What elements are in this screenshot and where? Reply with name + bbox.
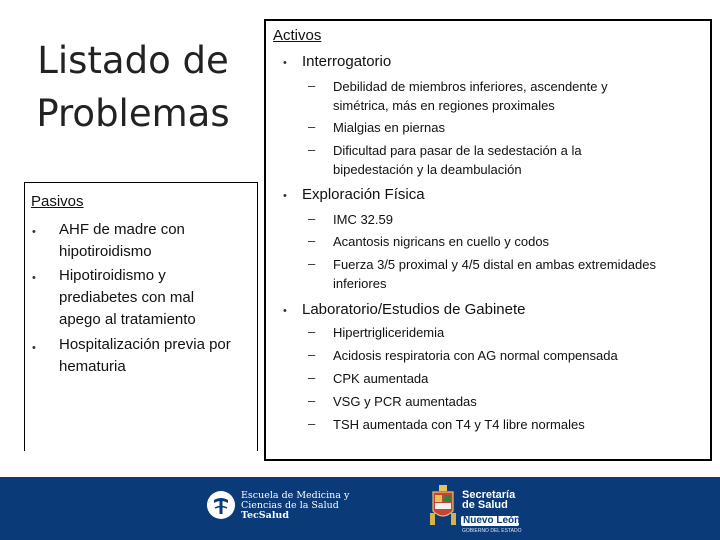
laboratorio-item-5: TSH aumentada con T4 y T4 libre normales <box>333 417 585 432</box>
dash-icon: – <box>308 370 316 385</box>
exploracion-item-2-line-1: Acantosis nigricans en cuello y codos <box>333 234 550 249</box>
dash-icon: – <box>308 347 316 362</box>
pasivos-item-1-line-2: hipotiroidismo <box>59 243 152 260</box>
bullet-icon: • <box>283 305 287 317</box>
bullet-icon: • <box>283 57 287 69</box>
pasivos-item-2-line-1: Hipotiroidismo y <box>59 267 166 284</box>
interrogatorio-item-1-line-2: simétrica, más en regiones proximales <box>333 98 555 113</box>
pasivos-heading: Pasivos <box>31 193 84 210</box>
bullet-icon: • <box>32 272 36 284</box>
exploracion-item-3-line-1: Fuerza 3/5 proximal y 4/5 distal en ambas extremidades <box>333 257 656 272</box>
activos-heading: Activos <box>273 27 322 44</box>
interrogatorio-item-1-line-1: Debilidad de miembros inferiores, ascendente y <box>333 79 608 94</box>
bullet-icon: • <box>32 342 36 354</box>
dash-icon: – <box>308 78 316 93</box>
pasivos-item-2-line-2: prediabetes con mal <box>59 289 195 306</box>
nuevo-leon-wordmark: Nuevo León <box>463 515 521 526</box>
interrogatorio-item-1 <box>333 77 720 115</box>
interrogatorio-item-2 <box>333 118 720 137</box>
dash-icon: – <box>308 119 316 134</box>
dash-icon: – <box>308 393 316 408</box>
interrogatorio-item-2-line-1: Mialgias en piernas <box>333 120 446 135</box>
tecsalud-line-3: TecSalud <box>241 510 289 521</box>
interrogatorio-item-3 <box>333 141 720 179</box>
pasivos-item-3 <box>59 334 231 378</box>
laboratorio-item-2: Acidosis respiratoria con AG normal compensada <box>333 348 618 363</box>
section-exploracion-fisica: Exploración Física <box>302 186 425 203</box>
pasivos-item-1-line-1: AHF de madre con <box>59 221 185 238</box>
interrogatorio-item-3-line-2: bipedestación y la deambulación <box>333 162 522 177</box>
laboratorio-item-1: Hipertrigliceridemia <box>333 325 445 340</box>
exploracion-item-3-line-2: inferiores <box>333 276 387 291</box>
bullet-icon: • <box>283 190 287 202</box>
page-title-line-1: Listado de <box>37 39 229 82</box>
dash-icon: – <box>308 233 316 248</box>
tecsalud-line-1: Escuela de Medicina y <box>241 490 350 501</box>
exploracion-item-2 <box>333 232 720 251</box>
pasivos-item-2-line-3: apego al tratamiento <box>59 311 196 328</box>
section-laboratorio: Laboratorio/Estudios de Gabinete <box>302 301 526 318</box>
footer-band <box>0 477 720 540</box>
bullet-icon: • <box>32 226 36 238</box>
dash-icon: – <box>308 256 316 271</box>
exploracion-item-3 <box>333 255 720 293</box>
secretaria-line-1: Secretaría <box>462 489 516 501</box>
pasivos-item-3-line-1: Hospitalización previa por <box>59 336 231 353</box>
section-interrogatorio: Interrogatorio <box>302 53 392 70</box>
tecsalud-logo-icon <box>206 490 236 520</box>
laboratorio-item-4: VSG y PCR aumentadas <box>333 394 477 409</box>
dash-icon: – <box>308 416 316 431</box>
secretaria-line-2: de Salud <box>462 499 508 511</box>
dash-icon: – <box>308 324 316 339</box>
nuevo-leon-seal-icon <box>430 485 456 527</box>
secretaria-de-salud-wordmark <box>462 490 515 510</box>
dash-icon: – <box>308 142 316 157</box>
page-title <box>22 34 244 140</box>
interrogatorio-item-3-line-1: Dificultad para pasar de la sedestación a la <box>333 143 582 158</box>
gobierno-del-estado-text: GOBIERNO DEL ESTADO <box>462 528 522 534</box>
exploracion-item-1-line-1: IMC 32.59 <box>333 212 393 227</box>
pasivos-item-3-line-2: hematuria <box>59 358 126 375</box>
tecsalud-wordmark <box>241 491 349 521</box>
tecsalud-line-2: Ciencias de la Salud <box>241 500 339 511</box>
pasivos-item-1 <box>59 219 185 263</box>
pasivos-item-2 <box>59 265 196 331</box>
laboratorio-item-3: CPK aumentada <box>333 371 429 386</box>
exploracion-item-1 <box>333 210 720 229</box>
dash-icon: – <box>308 211 316 226</box>
page-title-line-2: Problemas <box>36 92 230 135</box>
